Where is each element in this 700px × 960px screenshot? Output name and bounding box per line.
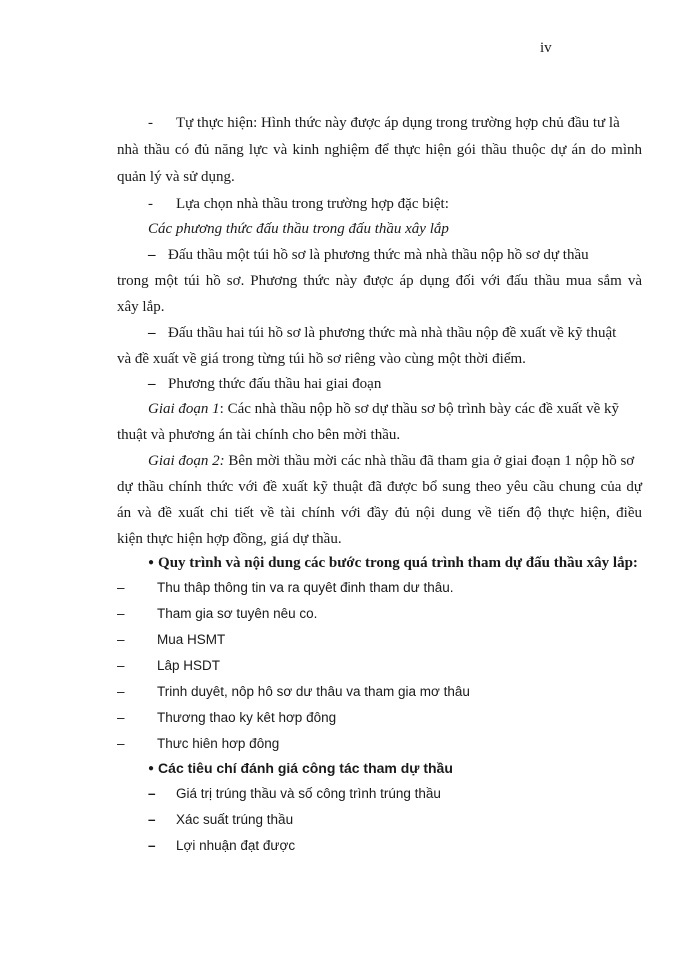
bullet-icon: ● — [148, 763, 155, 774]
text-line: Đấu thầu hai túi hồ sơ là phương thức mà nhà thầu nộp đề xuất về kỹ thuật — [168, 325, 617, 341]
text-line: kiện thực hiện hợp đồng, giá dự thầu. — [117, 531, 342, 547]
text-line: xây lắp. — [117, 299, 165, 315]
text-line: và đề xuất về giá trong từng túi hồ sơ riêng vào cùng một thời điểm. — [117, 351, 526, 367]
dash-marker: – — [148, 325, 156, 341]
dash-marker: – — [117, 736, 125, 751]
paragraph-self-implementation — [148, 113, 620, 133]
paragraph-special-case — [148, 194, 449, 214]
subheading-bidding-methods: Các phương thức đấu thầu trong đấu thầu xây lắp — [148, 221, 449, 237]
section-heading-text: Các tiêu chí đánh giá công tác tham dự thầu — [158, 760, 453, 776]
list-item-text: Trinh duyêt, nôp hô sơ dư thâu va tham gia mơ thâu — [157, 684, 470, 699]
list-item — [148, 810, 293, 830]
dash-marker: – — [117, 632, 125, 647]
dash-marker: – — [148, 247, 156, 263]
stage-label: Giai đoạn 1 — [148, 401, 220, 417]
dash-marker: – — [117, 684, 125, 699]
text-line: Đấu thầu một túi hồ sơ là phương thức mà nhà thầu nộp hồ sơ dự thầu — [168, 247, 589, 263]
text-line: Phương thức đấu thầu hai giai đoạn — [168, 376, 382, 392]
dash-marker: – — [148, 812, 156, 827]
text-line: dự thầu chính thức với đề xuất kỹ thuật đã được bổ sung theo yêu cầu chung của dự — [117, 479, 642, 495]
dash-marker: – — [117, 580, 125, 595]
list-item-text: Thưc hiên hơp đông — [157, 736, 280, 751]
page-number: iv — [540, 40, 552, 56]
text-line: thuật và phương án tài chính cho bên mời thầu. — [117, 427, 401, 443]
list-item — [148, 784, 441, 804]
text-line: nhà thầu có đủ năng lực và kinh nghiệm để thực hiện gói thầu thuộc dự án do mình — [117, 142, 642, 158]
dash-marker: - — [148, 196, 153, 212]
text-line: : Các nhà thầu nộp hồ sơ dự thầu sơ bộ trình bày các đề xuất về kỹ — [219, 401, 619, 417]
dash-marker: – — [148, 786, 156, 801]
section-heading-text: Quy trình và nội dung các bước trong quá trình tham dự đấu thầu xây lắp: — [158, 555, 638, 571]
bullet-icon: ● — [148, 557, 155, 568]
list-item-text: Thu thâp thông tin va ra quyêt đinh tham dư thâu. — [157, 580, 454, 595]
text-line: Tự thực hiện: Hình thức này được áp dụng trong trường hợp chủ đầu tư là — [176, 115, 620, 131]
section-heading-process — [148, 553, 638, 573]
list-item — [117, 578, 453, 598]
text-line: án và đề xuất chi tiết về tài chính với đầy đủ nội dung về tiến độ thực hiện, điều — [117, 505, 642, 521]
list-item — [117, 734, 279, 754]
paragraph-stage-2 — [148, 451, 634, 471]
list-item-text: Xác suất trúng thầu — [176, 812, 294, 827]
list-item — [117, 630, 225, 650]
list-item — [117, 708, 336, 728]
dash-marker: – — [148, 838, 156, 853]
dash-marker: - — [148, 115, 153, 131]
list-item — [148, 836, 295, 856]
dash-marker: – — [117, 658, 125, 673]
paragraph-two-stage — [148, 374, 381, 394]
text-line: Lựa chọn nhà thầu trong trường hợp đặc biệt: — [176, 196, 449, 212]
list-item — [117, 682, 470, 702]
list-item-text: Lợi nhuận đạt được — [176, 838, 296, 853]
list-item-text: Giá trị trúng thầu và số công trình trúng thầu — [176, 786, 441, 801]
dash-marker: – — [117, 606, 125, 621]
paragraph-stage-1 — [148, 399, 619, 419]
list-item-text: Mua HSMT — [157, 632, 226, 647]
text-line: quản lý và sử dụng. — [117, 169, 235, 185]
text-line: Bên mời thầu mời các nhà thầu đã tham gia ở giai đoạn 1 nộp hồ sơ — [224, 453, 635, 469]
list-item-text: Thương thao ky kêt hơp đông — [157, 710, 337, 725]
list-item-text: Tham gia sơ tuyên nêu co. — [157, 606, 318, 621]
list-item-text: Lâp HSDT — [157, 658, 221, 673]
paragraph-one-envelope — [148, 245, 589, 265]
dash-marker: – — [117, 710, 125, 725]
section-heading-criteria — [148, 758, 453, 779]
stage-label: Giai đoạn 2: — [148, 453, 225, 469]
paragraph-two-envelope — [148, 323, 616, 343]
list-item — [117, 656, 220, 676]
dash-marker: – — [148, 376, 156, 392]
text-line: trong một túi hồ sơ. Phương thức này được áp dụng đối với đấu thầu mua sắm và — [117, 273, 642, 289]
list-item — [117, 604, 317, 624]
